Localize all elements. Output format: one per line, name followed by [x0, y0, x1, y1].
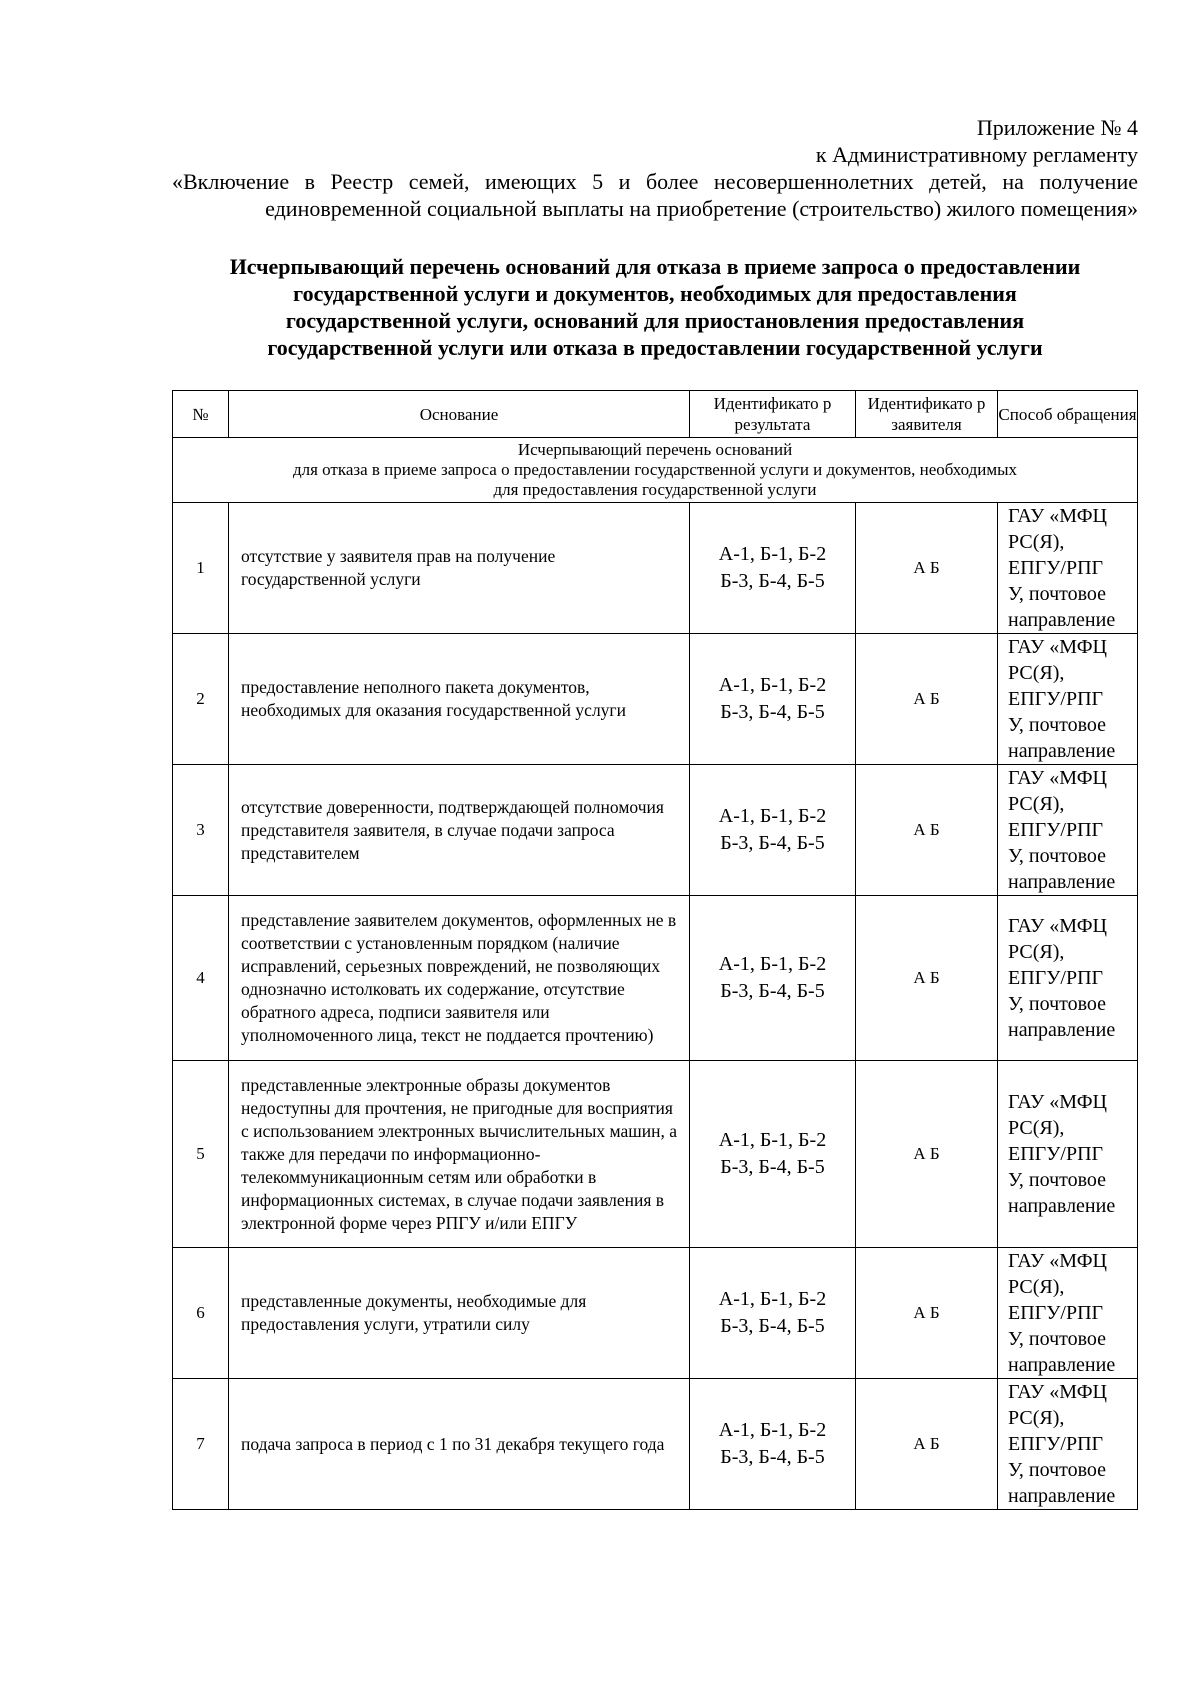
result-id-line: Б-3, Б-4, Б-5	[720, 832, 825, 854]
row-basis: подача запроса в период с 1 по 31 декабря текущего года	[229, 1379, 690, 1510]
grounds-table	[172, 390, 1138, 1510]
method-line: ЕПГУ/РПГ	[1008, 967, 1104, 989]
method-line: ГАУ «МФЦ	[1008, 1250, 1107, 1272]
col-header-basis: Основание	[229, 391, 690, 438]
row-basis: отсутствие доверенности, подтверждающей полномочия представителя заявителя, в случае подачи запроса представителем	[229, 765, 690, 896]
method-line: ЕПГУ/РПГ	[1008, 557, 1104, 579]
result-id-line: А-1, Б-1, Б-2	[718, 1419, 827, 1441]
title-line: государственной услуги, оснований для приостановления предоставления	[285, 308, 1025, 333]
method-line: направление	[1008, 1354, 1116, 1376]
method-line: направление	[1008, 740, 1116, 762]
row-basis: предоставление неполного пакета документов, необходимых для оказания государственной услуги	[229, 634, 690, 765]
method-line: направление	[1008, 1019, 1116, 1041]
row-number: 1	[173, 503, 229, 634]
method-line: направление	[1008, 609, 1116, 631]
method-line: У, почтовое	[1008, 1459, 1107, 1481]
method-line: У, почтовое	[1008, 714, 1107, 736]
row-method	[998, 896, 1138, 1061]
result-id-line: А-1, Б-1, Б-2	[718, 674, 827, 696]
section-header-row	[173, 438, 1138, 503]
method-line: ЕПГУ/РПГ	[1008, 1433, 1104, 1455]
method-line: ГАУ «МФЦ	[1008, 1381, 1107, 1403]
table-row	[173, 765, 1138, 896]
row-method	[998, 765, 1138, 896]
row-number: 7	[173, 1379, 229, 1510]
row-applicant-id: А Б	[856, 634, 998, 765]
table-row	[173, 1248, 1138, 1379]
result-id-line: А-1, Б-1, Б-2	[718, 953, 827, 975]
row-result-id	[690, 1248, 856, 1379]
table-row	[173, 503, 1138, 634]
method-line: У, почтовое	[1008, 1169, 1107, 1191]
method-line: ГАУ «МФЦ	[1008, 767, 1107, 789]
col-header-applicant-id: Идентификато р заявителя	[856, 391, 998, 438]
method-line: ГАУ «МФЦ	[1008, 1091, 1107, 1113]
row-applicant-id: А Б	[856, 503, 998, 634]
row-result-id	[690, 765, 856, 896]
method-line: ЕПГУ/РПГ	[1008, 819, 1104, 841]
row-method	[998, 503, 1138, 634]
appendix-number: Приложение № 4	[976, 115, 1138, 140]
method-line: РС(Я),	[1008, 531, 1065, 553]
row-result-id	[690, 896, 856, 1061]
method-line: ЕПГУ/РПГ	[1008, 688, 1104, 710]
row-method	[998, 1379, 1138, 1510]
result-id-line: Б-3, Б-4, Б-5	[720, 1315, 825, 1337]
method-line: РС(Я),	[1008, 1276, 1065, 1298]
row-method	[998, 1248, 1138, 1379]
table-header-row	[173, 391, 1138, 438]
method-line: У, почтовое	[1008, 993, 1107, 1015]
row-basis: представленные электронные образы документов недоступны для прочтения, не пригодные для восприятия с использованием электронных вычислительных машин, а также для передачи по информационно-телекоммуникационным сетям или обработки в информационных системах, в случае подачи заявления в электронной форме через РПГУ и/или ЕПГУ	[229, 1061, 690, 1248]
method-line: ЕПГУ/РПГ	[1008, 1143, 1104, 1165]
method-line: направление	[1008, 1195, 1116, 1217]
row-result-id	[690, 1379, 856, 1510]
service-name-line2: единовременной социальной выплаты на приобретение (строительство) жилого помещения»	[265, 196, 1138, 221]
method-line: РС(Я),	[1008, 941, 1065, 963]
table-row	[173, 896, 1138, 1061]
col-header-method: Способ обращения	[998, 391, 1138, 438]
row-result-id	[690, 634, 856, 765]
row-basis: представление заявителем документов, оформленных не в соответствии с установленным порядком (наличие исправлений, серьезных повреждений, не позволяющих однозначно истолковать их содержание, отсутствие обратного адреса, подписи заявителя или уполномоченного лица, текст не поддается прочтению)	[229, 896, 690, 1061]
row-number: 2	[173, 634, 229, 765]
table-row	[173, 1379, 1138, 1510]
table-row	[173, 634, 1138, 765]
method-line: РС(Я),	[1008, 1117, 1065, 1139]
method-line: ЕПГУ/РПГ	[1008, 1302, 1104, 1324]
table-row	[173, 1061, 1138, 1248]
row-number: 3	[173, 765, 229, 896]
row-applicant-id: А Б	[856, 1379, 998, 1510]
appendix-regulation: к Административному регламенту	[815, 142, 1138, 167]
result-id-line: Б-3, Б-4, Б-5	[720, 980, 825, 1002]
result-id-line: А-1, Б-1, Б-2	[718, 1288, 827, 1310]
row-method	[998, 634, 1138, 765]
method-line: ГАУ «МФЦ	[1008, 915, 1107, 937]
title-line: государственной услуги и документов, необходимых для предоставления	[293, 281, 1017, 306]
result-id-line: А-1, Б-1, Б-2	[718, 543, 827, 565]
method-line: РС(Я),	[1008, 1407, 1065, 1429]
appendix-header	[172, 114, 1138, 222]
result-id-line: Б-3, Б-4, Б-5	[720, 701, 825, 723]
method-line: РС(Я),	[1008, 793, 1065, 815]
row-result-id	[690, 1061, 856, 1248]
row-basis: представленные документы, необходимые для предоставления услуги, утратили силу	[229, 1248, 690, 1379]
section-header	[173, 438, 1138, 503]
result-id-line: А-1, Б-1, Б-2	[718, 805, 827, 827]
row-result-id	[690, 503, 856, 634]
section-header-line: для отказа в приеме запроса о предоставлении государственной услуги и документов, необходимых	[292, 460, 1018, 479]
service-name-line1: «Включение в Реестр семей, имеющих 5 и более несовершеннолетних детей, на получение	[172, 169, 1138, 194]
title-line: государственной услуги или отказа в предоставлении государственной услуги	[267, 335, 1043, 360]
method-line: У, почтовое	[1008, 583, 1107, 605]
row-method	[998, 1061, 1138, 1248]
col-header-result-id: Идентификато р результата	[690, 391, 856, 438]
row-applicant-id: А Б	[856, 765, 998, 896]
row-number: 5	[173, 1061, 229, 1248]
result-id-line: Б-3, Б-4, Б-5	[720, 1156, 825, 1178]
method-line: ГАУ «МФЦ	[1008, 505, 1107, 527]
title-line: Исчерпывающий перечень оснований для отказа в приеме запроса о предоставлении	[229, 254, 1081, 279]
document-title	[172, 253, 1138, 361]
row-applicant-id: А Б	[856, 896, 998, 1061]
row-basis: отсутствие у заявителя прав на получение государственной услуги	[229, 503, 690, 634]
col-header-num: №	[173, 391, 229, 438]
method-line: направление	[1008, 1485, 1116, 1507]
result-id-line: Б-3, Б-4, Б-5	[720, 1446, 825, 1468]
row-number: 4	[173, 896, 229, 1061]
result-id-line: А-1, Б-1, Б-2	[718, 1129, 827, 1151]
method-line: ГАУ «МФЦ	[1008, 636, 1107, 658]
method-line: направление	[1008, 871, 1116, 893]
section-header-line: для предоставления государственной услуги	[493, 480, 817, 499]
row-applicant-id: А Б	[856, 1061, 998, 1248]
section-header-line: Исчерпывающий перечень оснований	[517, 440, 793, 459]
result-id-line: Б-3, Б-4, Б-5	[720, 570, 825, 592]
row-number: 6	[173, 1248, 229, 1379]
method-line: РС(Я),	[1008, 662, 1065, 684]
row-applicant-id: А Б	[856, 1248, 998, 1379]
method-line: У, почтовое	[1008, 845, 1107, 867]
method-line: У, почтовое	[1008, 1328, 1107, 1350]
